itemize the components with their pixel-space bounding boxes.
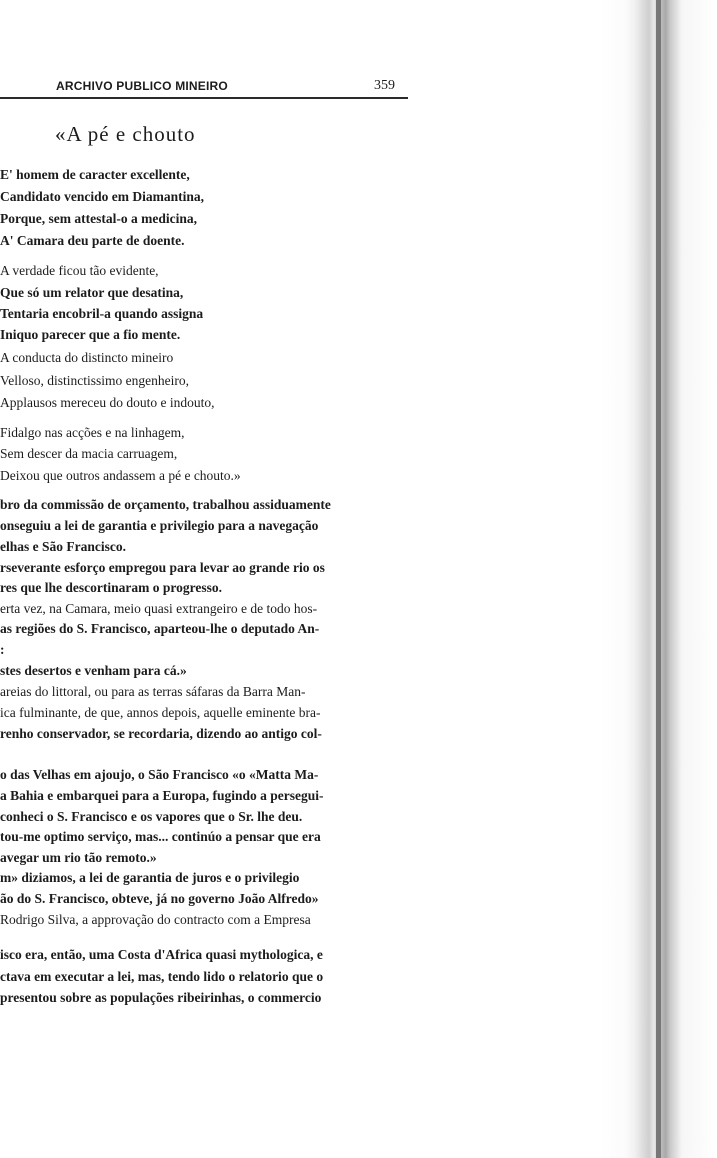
body-line: conheci o S. Francisco e os vapores que o Sr. lhe deu.	[0, 809, 303, 824]
poem-line: Fidalgo nas acções e na linhagem,	[0, 425, 185, 440]
body-line: as regiões do S. Francisco, aparteou-lhe o deputado An-	[0, 621, 320, 636]
body-line: isco era, então, uma Costa d'Africa quasi mythologica, e	[0, 947, 323, 962]
header-rule	[0, 97, 408, 99]
body-line: :	[0, 642, 5, 657]
poem-line: Sem descer da macia carruagem,	[0, 446, 178, 461]
poem-line: Applausos mereceu do douto e indouto,	[0, 395, 215, 410]
poem-line: A conducta do distincto mineiro	[0, 350, 174, 365]
body-line: Rodrigo Silva, a approvação do contracto com a Empresa	[0, 912, 311, 927]
body-line: stes desertos e venham para cá.»	[0, 663, 187, 678]
poem-line: E' homem de caracter excellente,	[0, 167, 190, 182]
body-line: tou-me optimo serviço, mas... continúo a pensar que era	[0, 829, 321, 844]
book-binding-edge	[656, 0, 661, 1158]
running-header-title: ARCHIVO PUBLICO MINEIRO	[56, 79, 228, 93]
body-line: m» diziamos, a lei de garantia de juros e o privilegio	[0, 870, 300, 885]
body-line: res que lhe descortinaram o progresso.	[0, 580, 222, 595]
page-number: 359	[374, 78, 395, 93]
poem-line: Candidato vencido em Diamantina,	[0, 189, 205, 204]
poem-line: Velloso, distinctissimo engenheiro,	[0, 373, 189, 388]
body-line: areias do littoral, ou para as terras sáfaras da Barra Man-	[0, 684, 306, 699]
body-line: onseguiu a lei de garantia e privilegio para a navegação	[0, 518, 319, 533]
body-line: bro da commissão de orçamento, trabalhou assiduamente	[0, 497, 331, 512]
poem-title: «A pé e chouto	[55, 122, 196, 146]
poem-line: Iniquo parecer que a fio mente.	[0, 327, 181, 342]
body-line: rseverante esforço empregou para levar ao grande rio os	[0, 560, 325, 575]
body-line: renho conservador, se recordaria, dizendo ao antigo col-	[0, 726, 322, 741]
body-line: o das Velhas em ajoujo, o São Francisco «o «Matta Ma-	[0, 767, 319, 782]
body-line: ctava em executar a lei, mas, tendo lido o relatorio que o	[0, 969, 324, 984]
poem-line: Porque, sem attestal-o a medicina,	[0, 211, 197, 226]
poem-line: Tentaria encobril-a quando assigna	[0, 306, 204, 321]
body-line: a Bahia e embarquei para a Europa, fugindo a persegui-	[0, 788, 324, 803]
body-line: elhas e São Francisco.	[0, 539, 126, 554]
body-line: ão do S. Francisco, obteve, já no governo João Alfredo»	[0, 891, 319, 906]
poem-line: Deixou que outros andassem a pé e chouto.»	[0, 468, 241, 483]
body-line: avegar um rio tão remoto.»	[0, 850, 157, 865]
body-line: erta vez, na Camara, meio quasi extrangeiro e de todo hos-	[0, 601, 318, 616]
poem-line: A' Camara deu parte de doente.	[0, 233, 185, 248]
poem-line: Que só um relator que desatina,	[0, 285, 184, 300]
poem-line: A verdade ficou tão evidente,	[0, 263, 159, 278]
body-line: presentou sobre as populações ribeirinhas, o commercio	[0, 990, 322, 1005]
body-line: ica fulminante, de que, annos depois, aquelle eminente bra-	[0, 705, 321, 720]
